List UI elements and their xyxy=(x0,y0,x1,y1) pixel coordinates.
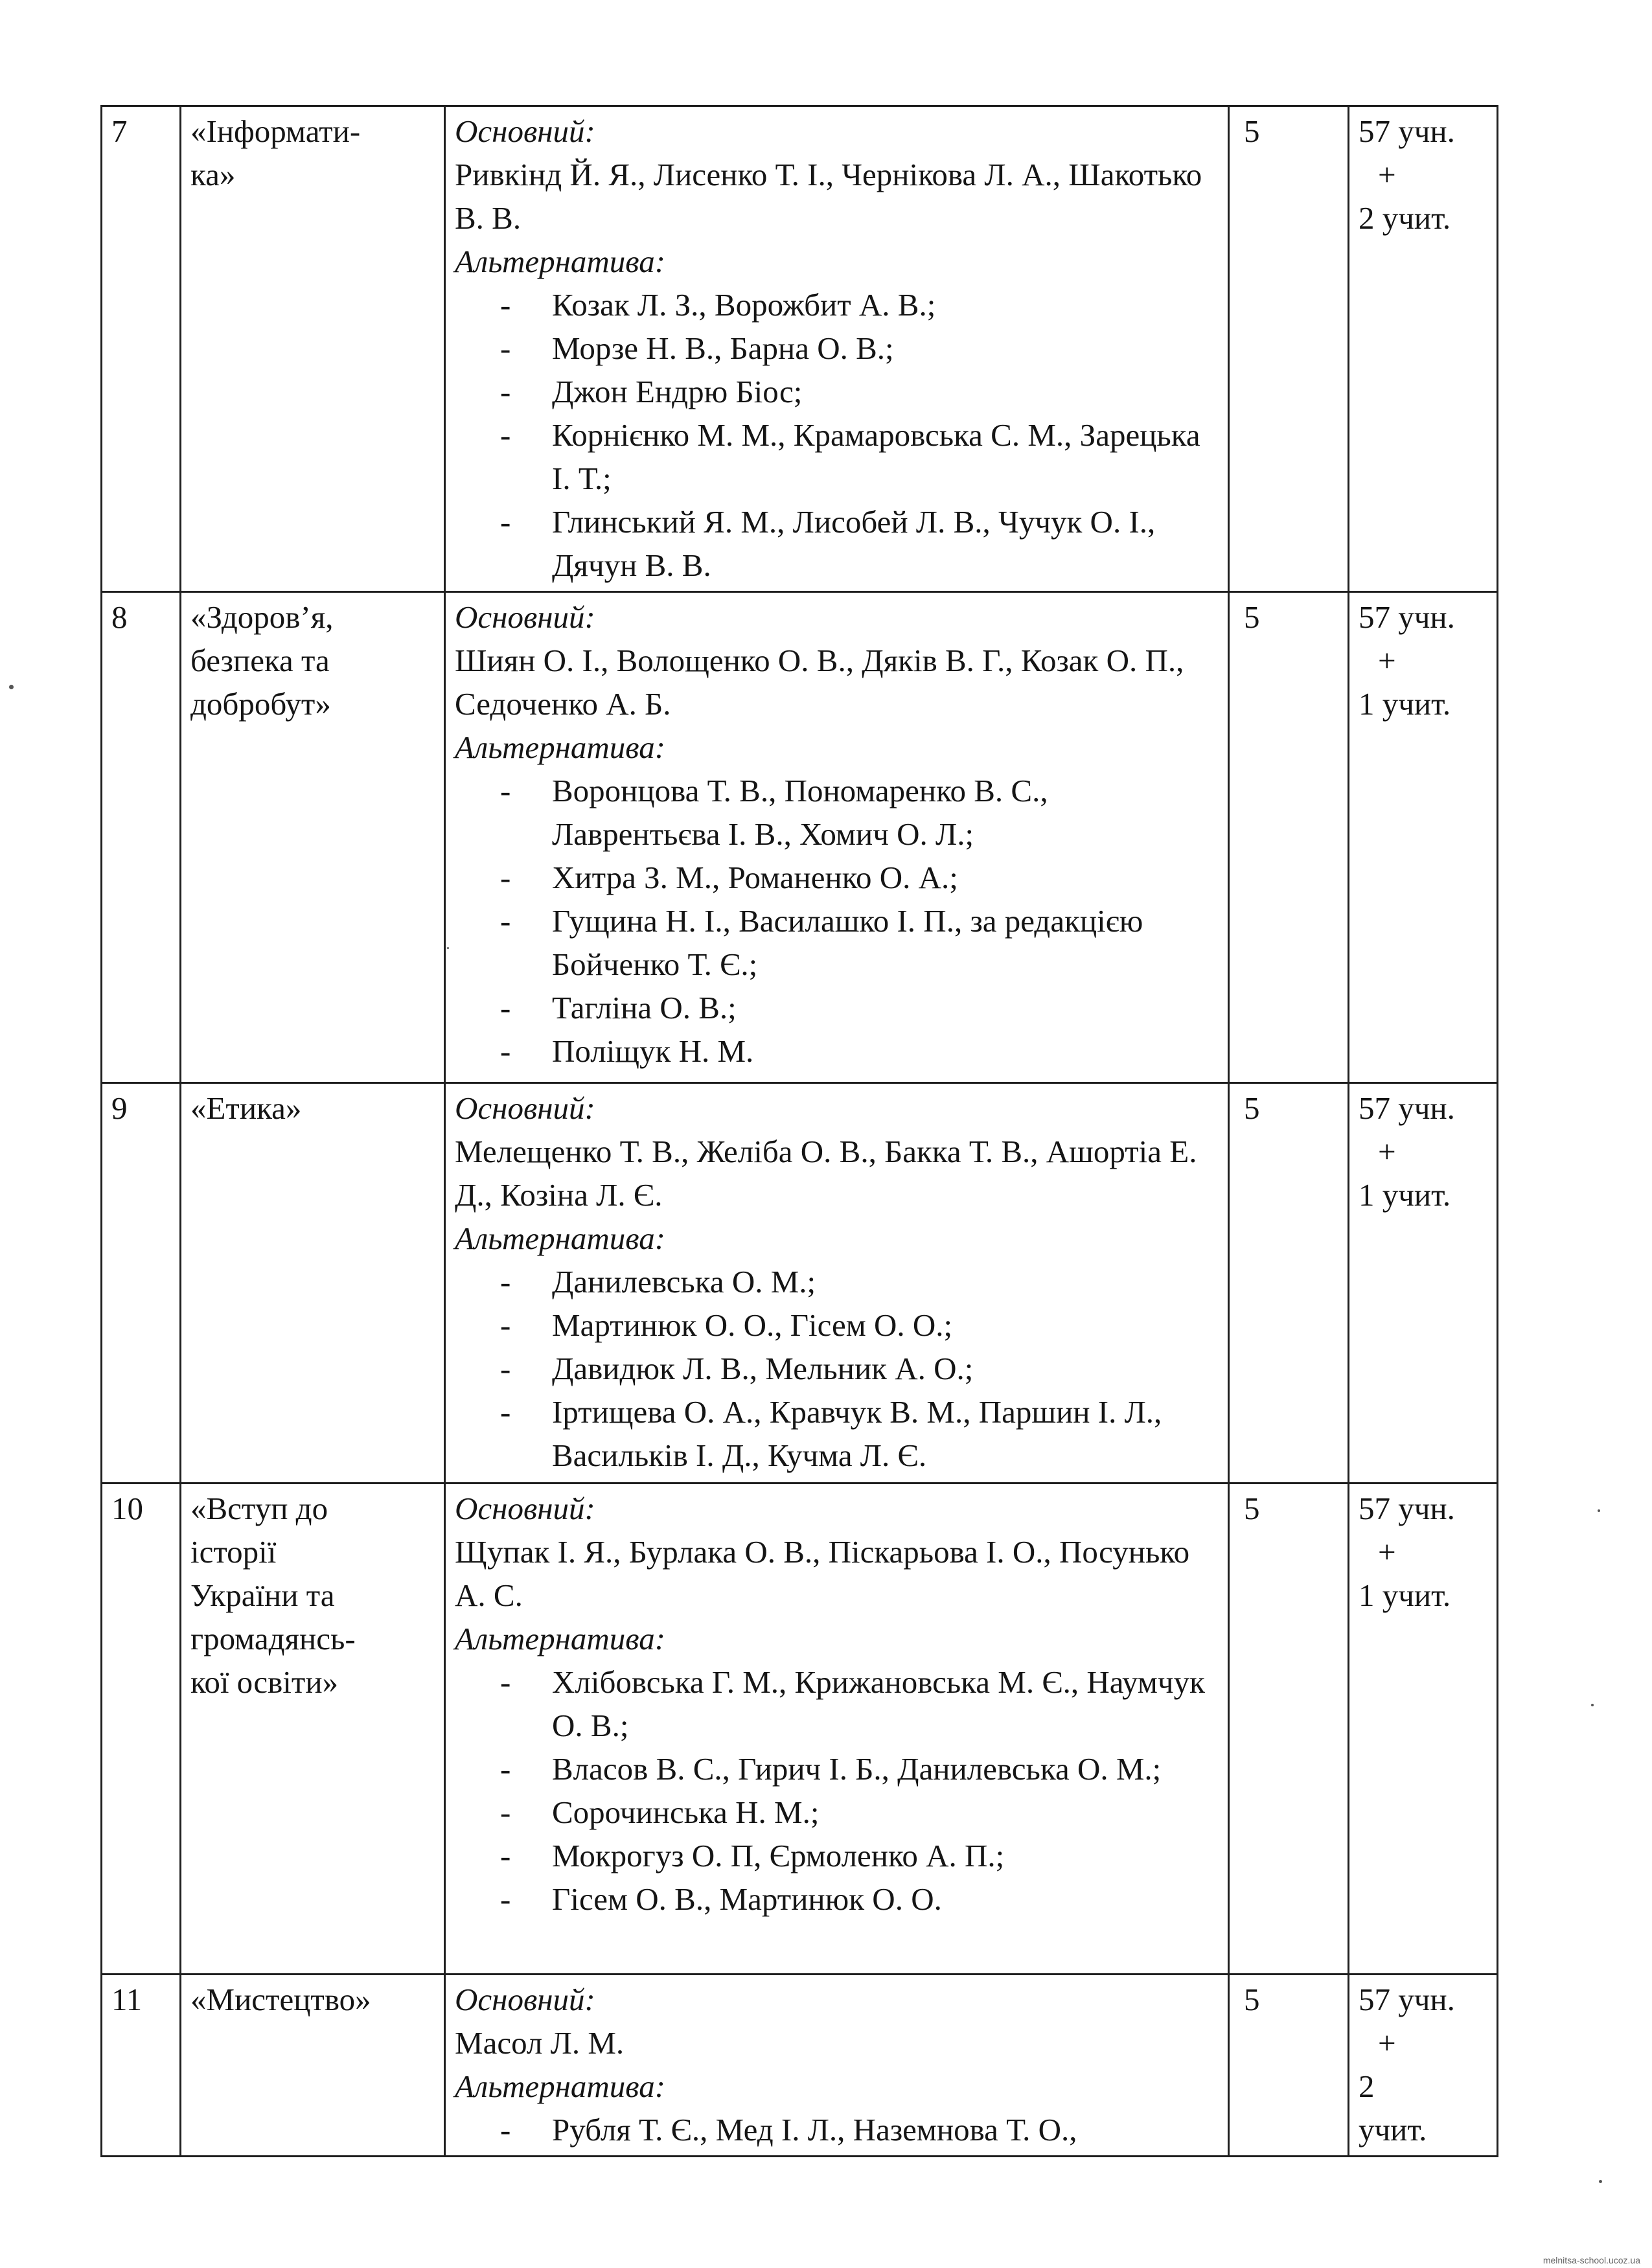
grade-cell xyxy=(1229,1483,1349,1975)
subject-name: «Інформати- ка» xyxy=(190,113,361,192)
alternative-authors: Поліщук Н. М. xyxy=(552,1033,754,1069)
students-count: 57 учн. xyxy=(1359,1090,1455,1126)
row-number: 8 xyxy=(111,599,128,635)
alternative-authors: Воронцова Т. В., Пономаренко В. С., Лаврентьєва І. В., Хомич О. Л.; xyxy=(552,773,1048,852)
teachers-count: 1 учит. xyxy=(1359,1177,1451,1213)
grade-cell xyxy=(1229,1975,1349,2157)
row-number-cell xyxy=(102,1083,181,1483)
teachers-count: 1 учит. xyxy=(1359,686,1451,722)
alternative-item xyxy=(500,1303,1220,1347)
table-row xyxy=(102,1483,1498,1975)
plus-sign: + xyxy=(1378,1534,1396,1570)
alternative-label: Альтернатива: xyxy=(455,2068,666,2104)
list-dash: - xyxy=(500,990,511,1025)
subject-cell xyxy=(181,592,445,1083)
alternatives-list xyxy=(455,769,1220,1073)
alternative-authors: Тагліна О. В.; xyxy=(552,990,737,1025)
teachers-count: 2 учит. xyxy=(1359,200,1451,236)
alternative-authors: Рубля Т. Є., Мед І. Л., Наземнова Т. О., xyxy=(552,2112,1077,2148)
list-dash: - xyxy=(500,1881,511,1917)
table-body xyxy=(102,106,1498,2157)
list-dash: - xyxy=(500,374,511,409)
list-dash: - xyxy=(500,1794,511,1830)
grade-cell xyxy=(1229,106,1349,592)
main-label: Основний: xyxy=(455,1982,595,2017)
scan-speck xyxy=(9,685,14,689)
main-authors: Шиян О. І., Волощенко О. В., Дяків В. Г., Козак О. П., Седоченко А. Б. xyxy=(455,643,1184,722)
row-number-cell xyxy=(102,592,181,1083)
alternative-authors: Гісем О. В., Мартинюк О. О. xyxy=(552,1881,942,1917)
alternative-authors: Мокрогуз О. П, Єрмоленко А. П.; xyxy=(552,1838,1005,1873)
alternative-item xyxy=(500,856,1220,899)
alternative-item xyxy=(500,1029,1220,1073)
row-number: 7 xyxy=(111,113,128,149)
subject-name: «Вступ до історії України та громадянсь- кої освіти» xyxy=(190,1491,356,1700)
main-authors: Мелещенко Т. В., Желіба О. В., Бакка Т. В., Ашортіа Е. Д., Козіна Л. Є. xyxy=(455,1134,1197,1213)
grade-value: 5 xyxy=(1244,1090,1260,1126)
list-dash: - xyxy=(500,417,511,453)
alternative-authors: Козак Л. З., Ворожбит А. В.; xyxy=(552,287,936,323)
subject-name: «Етика» xyxy=(190,1090,302,1126)
count-cell xyxy=(1349,592,1498,1083)
authors-cell xyxy=(445,1483,1229,1975)
list-dash: - xyxy=(500,330,511,366)
row-number-cell xyxy=(102,106,181,592)
alternative-authors: Іртищева О. А., Кравчук В. М., Паршин І. Л., Васильків І. Д., Кучма Л. Є. xyxy=(552,1394,1162,1473)
main-authors: Ривкінд Й. Я., Лисенко Т. І., Чернікова Л. А., Шакотько В. В. xyxy=(455,157,1202,236)
authors-cell xyxy=(445,592,1229,1083)
row-number-cell xyxy=(102,1975,181,2157)
table-row xyxy=(102,592,1498,1083)
alternative-item xyxy=(500,370,1220,413)
students-count: 57 учн. xyxy=(1359,113,1455,149)
list-dash: - xyxy=(500,773,511,808)
subject-cell xyxy=(181,1975,445,2157)
alternative-item xyxy=(500,1834,1220,1877)
alternatives-list xyxy=(455,1260,1220,1477)
table-row xyxy=(102,1083,1498,1483)
main-label: Основний: xyxy=(455,599,595,635)
alternative-item xyxy=(500,1390,1220,1477)
alternative-label: Альтернатива: xyxy=(455,1621,666,1656)
scan-speck xyxy=(447,947,449,949)
alternative-authors: Данилевська О. М.; xyxy=(552,1264,816,1300)
main-label: Основний: xyxy=(455,1491,595,1526)
alternative-authors: Давидюк Л. В., Мельник А. О.; xyxy=(552,1351,974,1386)
grade-cell xyxy=(1229,592,1349,1083)
alternative-authors: Хитра З. М., Романенко О. А.; xyxy=(552,860,958,895)
alternative-item xyxy=(500,326,1220,370)
list-dash: - xyxy=(500,860,511,895)
alternative-item xyxy=(500,2108,1220,2151)
alternative-item xyxy=(500,413,1220,500)
list-dash: - xyxy=(500,287,511,323)
main-authors: Щупак І. Я., Бурлака О. В., Піскарьова І. О., Посунько А. С. xyxy=(455,1534,1190,1613)
alternative-authors: Корнієнко М. М., Крамаровська С. М., Зарецька І. Т.; xyxy=(552,417,1200,496)
alternative-authors: Морзе Н. В., Барна О. В.; xyxy=(552,330,894,366)
alternative-authors: Хлібовська Г. М., Крижановська М. Є., Наумчук О. В.; xyxy=(552,1664,1205,1743)
scan-speck xyxy=(1591,1704,1594,1706)
subject-name: «Мистецтво» xyxy=(190,1982,371,2017)
list-dash: - xyxy=(500,903,511,939)
list-dash: - xyxy=(500,1394,511,1430)
row-number-cell xyxy=(102,1483,181,1975)
scan-speck xyxy=(1599,2180,1602,2183)
subject-cell xyxy=(181,106,445,592)
list-dash: - xyxy=(500,2112,511,2148)
alternative-authors: Сорочинська Н. М.; xyxy=(552,1794,820,1830)
list-dash: - xyxy=(500,1664,511,1700)
count-cell xyxy=(1349,1483,1498,1975)
row-number: 11 xyxy=(111,1982,143,2017)
alternative-item xyxy=(500,1260,1220,1303)
authors-cell xyxy=(445,106,1229,592)
list-dash: - xyxy=(500,1351,511,1386)
alternative-item xyxy=(500,500,1220,587)
teachers-count: 2 учит. xyxy=(1359,2068,1427,2148)
plus-sign: + xyxy=(1378,643,1396,678)
list-dash: - xyxy=(500,1838,511,1873)
alternatives-list xyxy=(455,2108,1220,2151)
row-number: 10 xyxy=(111,1491,143,1526)
alternative-authors: Гущина Н. І., Василашко І. П., за редакцією Бойченко Т. Є.; xyxy=(552,903,1143,982)
students-count: 57 учн. xyxy=(1359,1491,1455,1526)
alternative-authors: Власов В. С., Гирич І. Б., Данилевська О. М.; xyxy=(552,1751,1162,1787)
authors-cell xyxy=(445,1083,1229,1483)
plus-sign: + xyxy=(1378,1134,1396,1169)
alternative-authors: Мартинюк О. О., Гісем О. О.; xyxy=(552,1307,953,1343)
list-dash: - xyxy=(500,1751,511,1787)
table-row xyxy=(102,1975,1498,2157)
count-cell xyxy=(1349,1083,1498,1483)
subject-name: «Здоров’я, безпека та добробут» xyxy=(190,599,334,722)
alternative-authors: Джон Ендрю Біос; xyxy=(552,374,803,409)
grade-value: 5 xyxy=(1244,113,1260,149)
students-count: 57 учн. xyxy=(1359,599,1455,635)
plus-sign: + xyxy=(1378,157,1396,192)
alternative-item xyxy=(500,1791,1220,1834)
grade-value: 5 xyxy=(1244,1491,1260,1526)
subject-cell xyxy=(181,1483,445,1975)
subject-cell xyxy=(181,1083,445,1483)
footer-url: melnitsa-school.ucoz.ua xyxy=(1543,2255,1640,2265)
grade-value: 5 xyxy=(1244,599,1260,635)
count-cell xyxy=(1349,1975,1498,2157)
alternative-item xyxy=(500,1347,1220,1390)
teachers-count: 1 учит. xyxy=(1359,1577,1451,1613)
plus-sign: + xyxy=(1378,2025,1396,2061)
row-number: 9 xyxy=(111,1090,128,1126)
alternatives-list xyxy=(455,1660,1220,1921)
alternative-label: Альтернатива: xyxy=(455,729,666,765)
alternative-item xyxy=(500,1747,1220,1791)
table-row xyxy=(102,106,1498,592)
list-dash: - xyxy=(500,504,511,540)
alternative-authors: Глинський Я. М., Лисобей Л. В., Чучук О. І., Дячун В. В. xyxy=(552,504,1156,583)
count-cell xyxy=(1349,106,1498,592)
alternative-label: Альтернатива: xyxy=(455,244,666,279)
list-dash: - xyxy=(500,1033,511,1069)
alternatives-list xyxy=(455,283,1220,587)
alternative-item xyxy=(500,899,1220,986)
authors-cell xyxy=(445,1975,1229,2157)
alternative-item xyxy=(500,283,1220,326)
main-authors: Масол Л. М. xyxy=(455,2025,625,2061)
alternative-item xyxy=(500,769,1220,856)
students-count: 57 учн. xyxy=(1359,1982,1455,2017)
alternative-item xyxy=(500,986,1220,1029)
alternative-label: Альтернатива: xyxy=(455,1220,666,1256)
alternative-item xyxy=(500,1660,1220,1747)
list-dash: - xyxy=(500,1264,511,1300)
subjects-table xyxy=(100,105,1498,2157)
scan-speck xyxy=(1598,1509,1600,1512)
grade-value: 5 xyxy=(1244,1982,1260,2017)
alternative-item xyxy=(500,1877,1220,1921)
main-label: Основний: xyxy=(455,113,595,149)
list-dash: - xyxy=(500,1307,511,1343)
grade-cell xyxy=(1229,1083,1349,1483)
main-label: Основний: xyxy=(455,1090,595,1126)
